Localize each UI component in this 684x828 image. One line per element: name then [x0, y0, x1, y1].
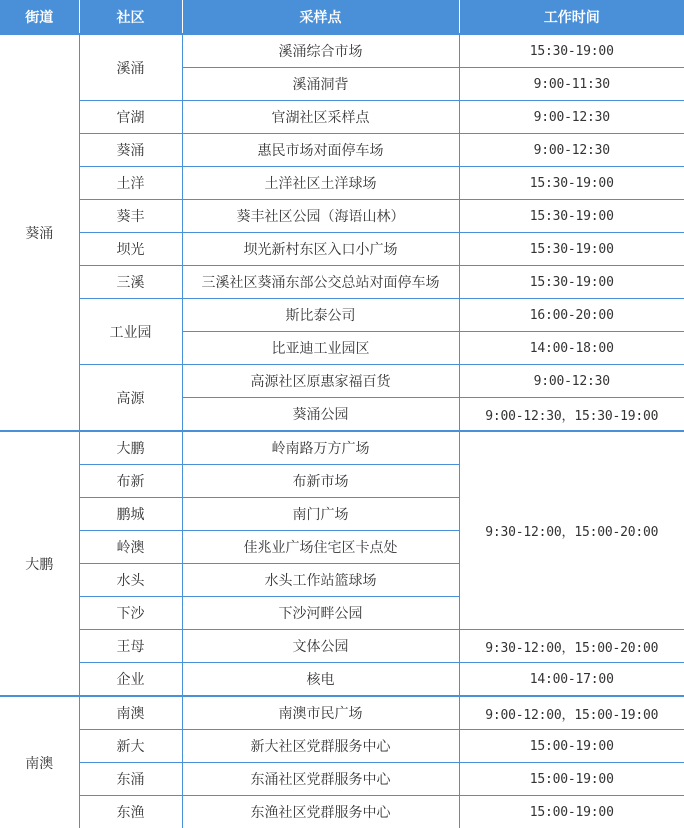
community-cell: 葵涌 [79, 134, 182, 167]
work-time-cell: 9:00-12:30 [459, 101, 684, 134]
table-row [0, 101, 684, 134]
community-cell: 水头 [79, 564, 182, 597]
table-row [0, 34, 684, 68]
community-cell: 溪涌 [79, 34, 182, 101]
sampling-point-cell: 三溪社区葵涌东部公交总站对面停车场 [182, 266, 459, 299]
work-time-cell: 15:00-19:00 [459, 796, 684, 828]
table-row [0, 365, 684, 398]
work-time-cell: 9:00-12:30，15:30-19:00 [459, 398, 684, 432]
sampling-point-cell: 坝光新村东区入口小广场 [182, 233, 459, 266]
table-row [0, 299, 684, 332]
table-row [0, 730, 684, 763]
community-cell: 布新 [79, 465, 182, 498]
sampling-point-cell: 文体公园 [182, 630, 459, 663]
sampling-point-cell: 核电 [182, 663, 459, 697]
community-cell: 坝光 [79, 233, 182, 266]
work-time-cell: 9:00-12:30 [459, 365, 684, 398]
community-cell: 工业园 [79, 299, 182, 365]
community-cell: 下沙 [79, 597, 182, 630]
community-cell: 新大 [79, 730, 182, 763]
header-sampling-point: 采样点 [182, 0, 459, 34]
table-row [0, 134, 684, 167]
sampling-point-cell: 南门广场 [182, 498, 459, 531]
header-street: 街道 [0, 0, 79, 34]
sampling-point-cell: 高源社区原惠家福百货 [182, 365, 459, 398]
sampling-point-cell: 东涌社区党群服务中心 [182, 763, 459, 796]
work-time-cell: 14:00-18:00 [459, 332, 684, 365]
work-time-cell: 9:00-12:30 [459, 134, 684, 167]
community-cell: 高源 [79, 365, 182, 432]
table-row [0, 630, 684, 663]
work-time-cell: 9:00-11:30 [459, 68, 684, 101]
sampling-point-cell: 新大社区党群服务中心 [182, 730, 459, 763]
sampling-point-cell: 斯比泰公司 [182, 299, 459, 332]
work-time-cell: 15:00-19:00 [459, 763, 684, 796]
sampling-point-cell: 东渔社区党群服务中心 [182, 796, 459, 828]
table-row [0, 200, 684, 233]
community-cell: 葵丰 [79, 200, 182, 233]
work-time-cell: 16:00-20:00 [459, 299, 684, 332]
work-time-cell: 15:30-19:00 [459, 266, 684, 299]
sampling-point-cell: 岭南路万方广场 [182, 431, 459, 465]
table-row [0, 167, 684, 200]
community-cell: 三溪 [79, 266, 182, 299]
community-cell: 王母 [79, 630, 182, 663]
table-row [0, 266, 684, 299]
sampling-point-cell: 佳兆业广场住宅区卡点处 [182, 531, 459, 564]
sampling-point-cell: 溪涌洞背 [182, 68, 459, 101]
sampling-point-cell: 土洋社区土洋球场 [182, 167, 459, 200]
header-work-time: 工作时间 [459, 0, 684, 34]
work-time-cell: 15:30-19:00 [459, 233, 684, 266]
sampling-point-cell: 溪涌综合市场 [182, 34, 459, 68]
table-row [0, 796, 684, 828]
table-row [0, 696, 684, 730]
sampling-point-cell: 官湖社区采样点 [182, 101, 459, 134]
table-row [0, 431, 684, 465]
work-time-cell: 15:00-19:00 [459, 730, 684, 763]
work-time-cell: 15:30-19:00 [459, 167, 684, 200]
sampling-point-cell: 比亚迪工业园区 [182, 332, 459, 365]
community-cell: 土洋 [79, 167, 182, 200]
community-cell: 东涌 [79, 763, 182, 796]
header-community: 社区 [79, 0, 182, 34]
community-cell: 南澳 [79, 696, 182, 730]
community-cell: 东渔 [79, 796, 182, 828]
table-row [0, 233, 684, 266]
work-time-cell: 15:30-19:00 [459, 34, 684, 68]
street-cell: 葵涌 [0, 34, 79, 431]
sampling-point-cell: 水头工作站篮球场 [182, 564, 459, 597]
table-row [0, 663, 684, 697]
work-time-cell: 15:30-19:00 [459, 200, 684, 233]
sampling-point-cell: 下沙河畔公园 [182, 597, 459, 630]
sampling-point-cell: 惠民市场对面停车场 [182, 134, 459, 167]
header-row [0, 0, 684, 34]
community-cell: 大鹏 [79, 431, 182, 465]
community-cell: 岭澳 [79, 531, 182, 564]
work-time-cell: 9:00-12:00，15:00-19:00 [459, 696, 684, 730]
sampling-point-cell: 葵涌公园 [182, 398, 459, 432]
sampling-point-cell: 南澳市民广场 [182, 696, 459, 730]
work-time-cell: 14:00-17:00 [459, 663, 684, 697]
sampling-point-cell: 布新市场 [182, 465, 459, 498]
street-cell: 南澳 [0, 696, 79, 828]
community-cell: 鹏城 [79, 498, 182, 531]
work-time-cell: 9:30-12:00，15:00-20:00 [459, 431, 684, 630]
street-cell: 大鹏 [0, 431, 79, 696]
work-time-cell: 9:30-12:00，15:00-20:00 [459, 630, 684, 663]
sampling-point-cell: 葵丰社区公园（海语山林） [182, 200, 459, 233]
community-cell: 官湖 [79, 101, 182, 134]
community-cell: 企业 [79, 663, 182, 697]
table-row [0, 763, 684, 796]
